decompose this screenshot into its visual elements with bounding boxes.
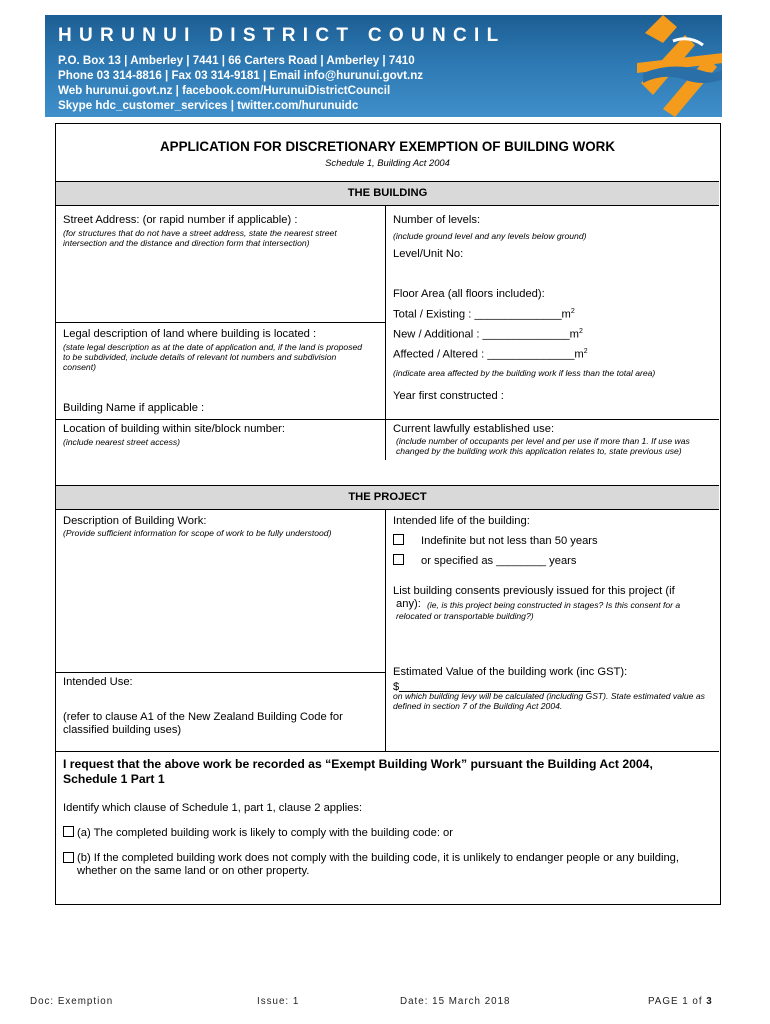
checkbox-specified[interactable] xyxy=(393,554,404,565)
description-input[interactable] xyxy=(63,542,381,672)
form-subtitle: Schedule 1, Building Act 2004 xyxy=(325,157,450,168)
checkbox-clause-b[interactable] xyxy=(63,852,74,863)
form-title: APPLICATION FOR DISCRETIONARY EXEMPTION OF BUILDING WORK xyxy=(159,139,616,154)
total-existing-field[interactable]: Total / Existing : $\_\_\_\_\_\_\_\_\_\_\_\_\_\_m^2$ xyxy=(393,308,575,321)
current-use-note: (include number of occupants per level and per use if more than 1. If use was changed by the building work this application relates to, state previous use) xyxy=(396,436,690,456)
levels-label: Number of levels: xyxy=(393,214,481,226)
intended-use-note: (refer to clause A1 of the New Zealand Building Code for classified building uses) xyxy=(63,711,343,736)
intended-use-label: Intended Use: xyxy=(63,676,133,688)
description-label: Description of Building Work: xyxy=(63,515,207,527)
new-additional-field[interactable]: New / Additional : $\_\_\_\_\_\_\_\_\_\_\_\_\_\_m^2$ xyxy=(393,328,583,341)
legal-description-label: Legal description of land where building is located : xyxy=(63,328,317,340)
divider xyxy=(56,672,385,673)
levels-note: (include ground level and any levels below ground) xyxy=(393,231,587,241)
street-address-label: Street Address: (or rapid number if applicable) : xyxy=(63,214,298,226)
consents-note-2: relocated or transportable building?) xyxy=(396,611,534,621)
level-unit-label: Level/Unit No: xyxy=(393,248,464,260)
life-specified-option[interactable]: or specified as ________ years xyxy=(393,554,576,567)
affected-altered-field[interactable]: Affected / Altered : $\_\_\_\_\_\_\_\_\_\_\_\_\_\_m^2$ xyxy=(393,348,588,361)
location-label: Location of building within site/block number: xyxy=(63,423,286,435)
life-indefinite-option[interactable]: Indefinite but not less than 50 years xyxy=(393,534,598,547)
divider xyxy=(56,751,719,752)
request-statement: I request that the above work be recorded as “Exempt Building Work” pursuant the Building Act 2004, Schedule 1 Part 1 xyxy=(63,757,653,786)
exemption-form xyxy=(55,123,721,905)
identify-clause-label: Identify which clause of Schedule 1, part 1, clause 2 applies: xyxy=(63,802,363,814)
estimated-value-note: on which building levy will be calculated (including GST). State estimated value as defined in section 7 of the Building Act 2004. xyxy=(393,691,705,711)
street-address-input[interactable] xyxy=(63,252,381,322)
footer-date: Date: 15 March 2018 xyxy=(400,996,511,1007)
current-use-label: Current lawfully established use: xyxy=(393,423,555,435)
column-divider xyxy=(385,510,386,751)
affected-note: (indicate area affected by the building work if less than the total area) xyxy=(393,368,656,378)
skype-twitter: Skype hdc_customer_services | twitter.com/hurunuidc xyxy=(58,99,359,112)
divider xyxy=(56,322,385,323)
council-banner xyxy=(45,15,722,117)
footer-doc: Doc: Exemption xyxy=(30,996,114,1007)
street-address-note: (for structures that do not have a street address, state the nearest street intersection and the distance and direction form that intersection) xyxy=(63,228,337,248)
project-section-header: THE PROJECT xyxy=(56,485,719,510)
checkbox-clause-a[interactable] xyxy=(63,826,74,837)
column-divider xyxy=(385,206,386,460)
location-note: (include nearest street access) xyxy=(63,437,181,447)
intended-life-label: Intended life of the building: xyxy=(393,515,530,527)
council-name: HURUNUI DISTRICT COUNCIL xyxy=(58,25,506,46)
floor-area-label: Floor Area (all floors included): xyxy=(393,288,545,300)
clause-b-option[interactable] xyxy=(63,852,74,865)
estimated-value-label: Estimated Value of the building work (inc GST): xyxy=(393,666,628,678)
council-logo-icon xyxy=(633,15,722,117)
divider xyxy=(56,419,719,420)
footer-issue: Issue: 1 xyxy=(257,996,300,1007)
checkbox-indefinite[interactable] xyxy=(393,534,404,545)
building-section-header: THE BUILDING xyxy=(56,181,719,206)
clause-a-option[interactable]: (a) The completed building work is likely to comply with the building code: or xyxy=(63,826,453,839)
estimated-value-field[interactable]: $ xyxy=(393,680,591,693)
phone-email: Phone 03 314-8816 | Fax 03 314-9181 | Email info@hurunui.govt.nz xyxy=(58,69,424,82)
clause-b-text: (b) If the completed building work does not comply with the building code, it is unlikely to endanger people or any building, whether on the same land or on other property. xyxy=(77,852,679,877)
consents-any: any): xyxy=(396,598,421,610)
consents-label: List building consents previously issued for this project (if xyxy=(393,585,675,597)
web-facebook: Web hurunui.govt.nz | facebook.com/HurunuiDistrictCouncil xyxy=(58,84,391,97)
description-note: (Provide sufficient information for scope of work to be fully understood) xyxy=(63,528,332,538)
footer-page: PAGE 1 of 3 xyxy=(648,996,713,1007)
legal-description-note: (state legal description as at the date of application and, if the land is proposed to be subdivided, include details of relevant lot numbers and subdivision consent) xyxy=(63,342,363,372)
postal-address: P.O. Box 13 | Amberley | 7441 | 66 Carters Road | Amberley | 7410 xyxy=(58,54,415,67)
building-name-label: Building Name if applicable : xyxy=(63,402,205,414)
consents-note-1: (ie, is this project being constructed in stages? Is this consent for a xyxy=(427,600,681,610)
year-constructed-label: Year first constructed : xyxy=(393,390,504,402)
